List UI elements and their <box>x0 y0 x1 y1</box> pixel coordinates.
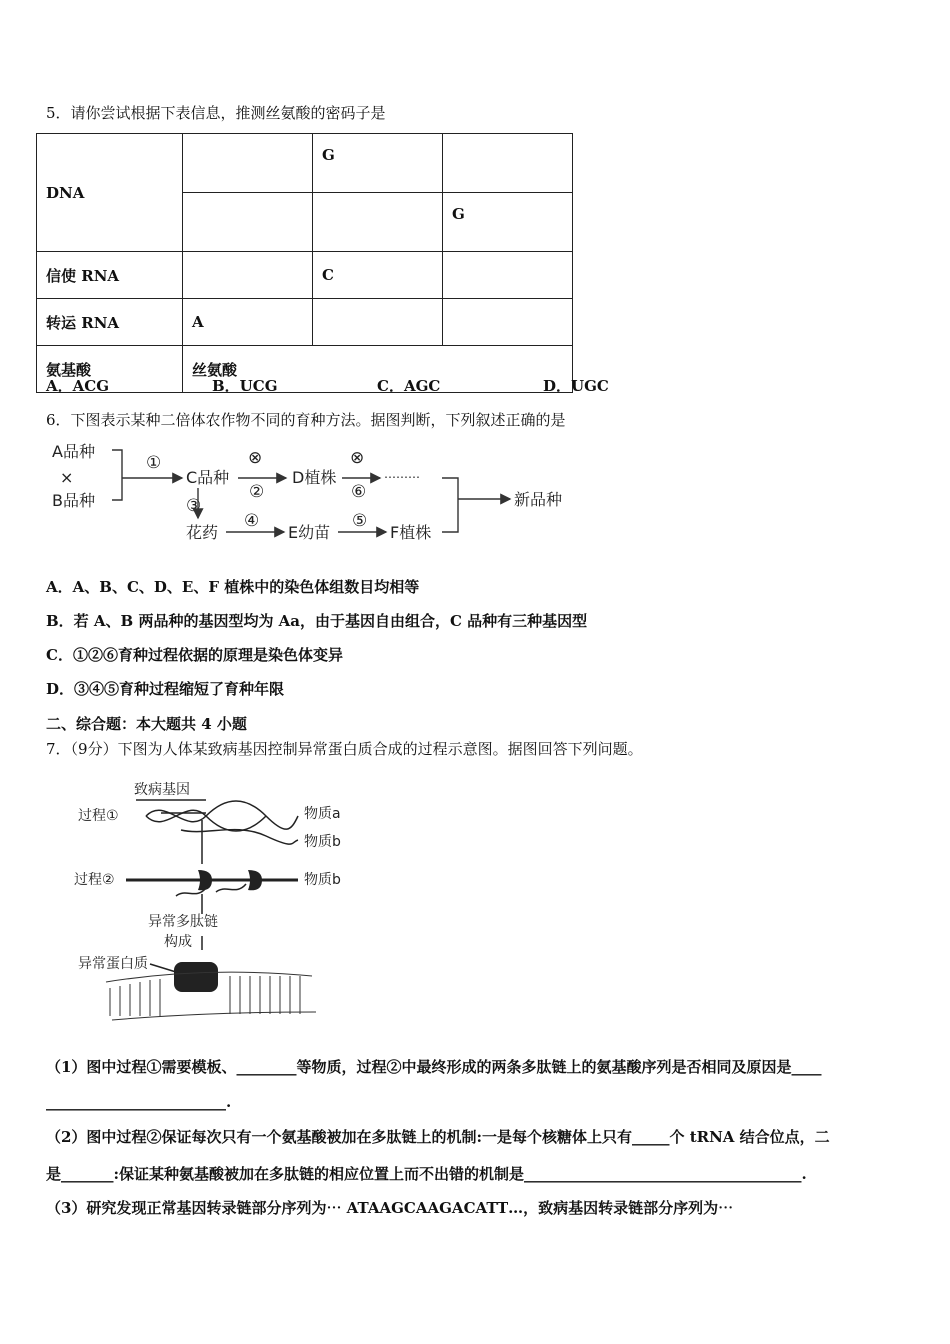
table-cell <box>443 134 573 193</box>
q7-sub1-line1[interactable]: （1）图中过程①需要模板、________等物质，过程②中最终形成的两条多肽链上的氨基酸序列是否相同及原因是____ <box>46 1058 822 1076</box>
process-1-label: 过程① <box>78 808 119 824</box>
gene-expression-figure <box>66 776 366 1036</box>
section-heading: 二、综合题：本大题共 4 小题 <box>46 715 247 733</box>
q7-sub2-line2[interactable]: 是_______:保证某种氨基酸被加在多肽链的相应位置上而不出错的机制是_____________________________________. <box>46 1165 807 1183</box>
step-5-label: ⑤ <box>352 511 368 531</box>
abnormal-chain-label: 异常多肽链 <box>148 914 218 930</box>
plant-f-label: F植株 <box>390 523 432 542</box>
q6-option-a[interactable]: A．A、B、C、D、E、F 植株中的染色体组数目均相等 <box>46 578 420 596</box>
process-2-label: 过程② <box>74 872 115 888</box>
merge-bracket <box>442 478 458 532</box>
q5-option-b[interactable]: B．UCG <box>212 377 278 395</box>
q7-sub1-line2[interactable]: ________________________. <box>46 1093 232 1111</box>
variety-a-label: A品种 <box>52 442 95 461</box>
table-cell <box>313 299 443 346</box>
dna-cell-g2: G <box>443 193 573 252</box>
q6-option-c[interactable]: C．①②⑥育种过程依据的原理是染色体变异 <box>46 646 343 664</box>
anther-label: 花药 <box>186 523 219 542</box>
breeding-diagram <box>40 436 600 548</box>
step-3-label: ③ <box>186 496 202 516</box>
ellipsis-dots: ……… <box>384 467 420 481</box>
constitute-label: 构成 <box>164 934 192 950</box>
step-2-label: ② <box>249 482 265 502</box>
new-variety-label: 新品种 <box>514 490 563 509</box>
q5-option-a[interactable]: A．ACG <box>46 377 110 395</box>
mrna-label: 信使 RNA <box>37 252 183 299</box>
dna-strand-1 <box>146 801 298 829</box>
cross-bracket <box>112 450 122 500</box>
table-cell <box>183 134 313 193</box>
q6-option-d[interactable]: D．③④⑤育种过程缩短了育种年限 <box>46 680 285 698</box>
mrna-cell-c: C <box>313 252 443 299</box>
q6-stem: 6．下图表示某种二倍体农作物不同的育种方法。据图判断，下列叙述正确的是 <box>46 411 566 429</box>
protein-pointer <box>150 964 176 972</box>
seedling-e-label: E幼苗 <box>288 523 331 542</box>
selfing-icon: ⊗ <box>248 448 263 468</box>
table-cell <box>183 252 313 299</box>
peptide-2 <box>216 884 246 892</box>
aa-label: 氨基酸 <box>37 346 183 393</box>
variety-c-label: C品种 <box>186 468 230 487</box>
cross-symbol: × <box>60 468 74 487</box>
trna-cell-a: A <box>183 299 313 346</box>
gene-label: 致病基因 <box>134 782 190 798</box>
dna-cell-g1: G <box>313 134 443 193</box>
table-cell <box>313 193 443 252</box>
membrane-inner <box>112 1012 316 1020</box>
table-cell <box>183 193 313 252</box>
abnormal-protein-label: 异常蛋白质 <box>78 956 148 972</box>
q5-stem: 5．请你尝试根据下表信息，推测丝氨酸的密码子是 <box>46 104 386 122</box>
q5-option-c[interactable]: C．AGC <box>377 377 441 395</box>
selfing-icon: ⊗ <box>350 448 365 468</box>
variety-b-label: B品种 <box>52 491 95 510</box>
ribosome-icon <box>198 870 212 890</box>
codon-table <box>36 133 573 393</box>
substance-b-label: 物质b <box>304 834 341 850</box>
step-4-label: ④ <box>244 511 260 531</box>
q6-option-b[interactable]: B．若 A、B 两品种的基因型均为 Aa，由于基因自由组合，C 品种有三种基因型 <box>46 612 588 630</box>
mrna-strand <box>181 830 298 845</box>
trna-label: 转运 RNA <box>37 299 183 346</box>
plant-d-label: D植株 <box>292 468 337 487</box>
substance-a-label: 物质a <box>304 806 341 822</box>
aa-value: 丝氨酸 <box>183 346 573 393</box>
step-6-label: ⑥ <box>351 482 367 502</box>
table-cell <box>443 299 573 346</box>
q5-option-d[interactable]: D．UGC <box>543 377 609 395</box>
protein-block <box>174 962 218 992</box>
dna-label: DNA <box>37 134 183 252</box>
substance-b2-label: 物质b <box>304 872 341 888</box>
ribosome-icon <box>248 870 262 890</box>
q7-sub3-line1[interactable]: （3）研究发现正常基因转录链部分序列为⋯ ATAAGCAAGACATT…，致病基因转录链部分序列为⋯ <box>46 1199 734 1217</box>
q7-sub2-line1[interactable]: （2）图中过程②保证每次只有一个氨基酸被加在多肽链上的机制:一是每个核糖体上只有_____个 tRNA 结合位点，二 <box>46 1128 830 1146</box>
table-cell <box>443 252 573 299</box>
step-1-label: ① <box>146 453 162 473</box>
q7-stem: 7．（9分）下图为人体某致病基因控制异常蛋白质合成的过程示意图。据图回答下列问题。 <box>46 740 643 758</box>
